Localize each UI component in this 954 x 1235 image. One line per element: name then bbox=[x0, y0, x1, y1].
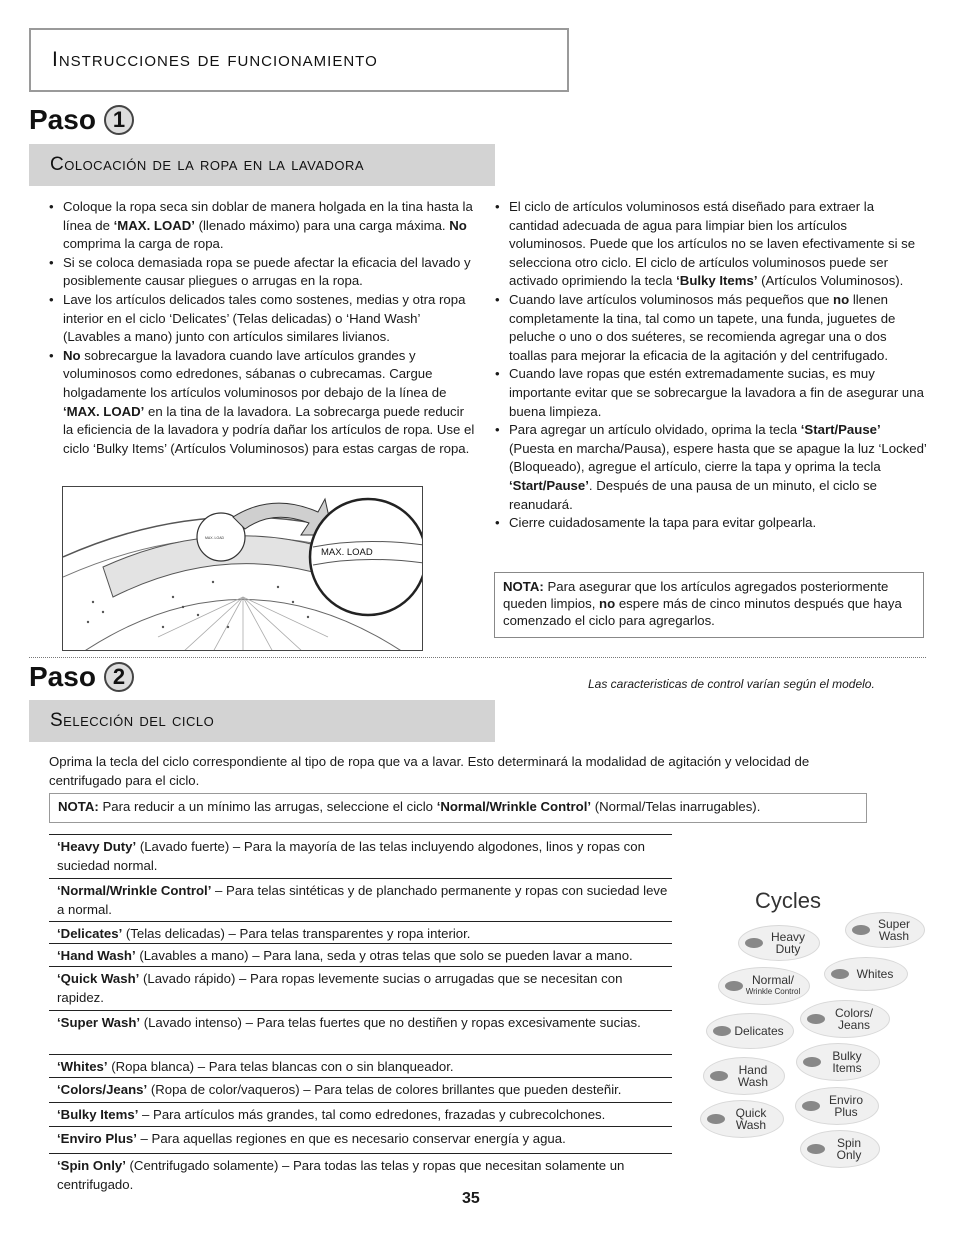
cycle-button-label-line: Hand bbox=[738, 1063, 768, 1077]
right-bullet bbox=[495, 421, 927, 514]
right-bullet-text: ‘Start/Pause’ bbox=[509, 477, 589, 493]
left-bullet-text: ‘MAX. LOAD’ bbox=[113, 217, 195, 233]
cycle-button-quick-wash[interactable] bbox=[700, 1100, 784, 1138]
cycle-description: (Ropa blanca) – Para telas blancas con o sin blanqueador. bbox=[107, 1059, 454, 1074]
cycles-panel-title: Cycles bbox=[755, 888, 822, 913]
right-bullet-text: (Artículos Voluminosos). bbox=[757, 273, 904, 289]
cycle-button-heavy-duty[interactable] bbox=[738, 925, 820, 961]
note-text-a: Para asegurar que los artículos agregados posteriormente queden limpios, bbox=[503, 579, 889, 611]
right-bullet-text: Cuando lave ropas que estén extremadamente sucias, es muy importante evitar que se sobrecargue la lavadora a fin de asegurar una buena limpieza. bbox=[509, 366, 924, 419]
cycle-row bbox=[49, 943, 672, 969]
indicator-light-icon bbox=[713, 1026, 731, 1036]
cycle-button-label-line: Wash bbox=[735, 1118, 767, 1132]
cycle-button-hand-wash[interactable] bbox=[703, 1057, 785, 1095]
step-2-heading bbox=[29, 661, 134, 693]
page-number: 35 bbox=[462, 1190, 480, 1207]
cycle-button-label-line: Spin bbox=[836, 1136, 862, 1150]
cycle-row bbox=[49, 1126, 672, 1152]
right-bullet-text: ‘Start/Pause’ bbox=[800, 422, 881, 438]
cycle-button-label bbox=[814, 1050, 861, 1074]
left-bullet-text: en la tina de la lavadora. La sobrecarga puede reducir la eficiencia de la lavadora y podría dañar los artículos de ropa. Use el ciclo ‘Bulky Items’ (Artículos Voluminosos) para estas cargas de ropa. bbox=[63, 403, 475, 456]
note2-text-b: (Normal/Telas inarrugables). bbox=[591, 799, 761, 814]
cycle-name: ‘Whites’ bbox=[57, 1059, 108, 1074]
right-bullet-text: Cuando lave artículos voluminosos más pequeños que bbox=[509, 291, 834, 307]
cycle-button-label-line: Heavy bbox=[770, 930, 805, 944]
cycle-button-label-line: Wash bbox=[878, 929, 910, 943]
max-load-label: MAX. LOAD bbox=[321, 547, 373, 558]
cycle-button-bulky[interactable] bbox=[796, 1043, 880, 1081]
note2-text-a: Para reducir a un mínimo las arrugas, seleccione el ciclo bbox=[98, 799, 437, 814]
indicator-light-icon bbox=[831, 969, 849, 979]
cycle-name: ‘Super Wash’ bbox=[57, 1015, 141, 1030]
cycle-button-label-line: Wrinkle Control bbox=[745, 987, 801, 996]
section-divider bbox=[29, 657, 926, 658]
left-bullet bbox=[49, 347, 476, 459]
right-bullet-text: El ciclo de artículos voluminosos está diseñado para extraer la cantidad adecuada de agua para limpiar bien los artículos voluminosos. Puede que los artículos no se laven efectivamente si se selecciona otro ciclo. El ciclo de artículos voluminosos puede ser activado oprimiendo la tecla bbox=[509, 199, 916, 289]
step-1-number: 1 bbox=[104, 105, 134, 135]
cycle-name: ‘Colors/Jeans’ bbox=[57, 1082, 148, 1097]
left-bullet-text: No bbox=[63, 347, 81, 363]
cycle-row bbox=[49, 834, 672, 878]
cycle-description: – Para telas sintéticas y de planchado permanente y ropas con suciedad leve a normal. bbox=[57, 883, 668, 917]
right-bullet bbox=[495, 514, 927, 533]
left-bullet-text: ‘MAX. LOAD’ bbox=[63, 403, 145, 419]
right-bullet-text: ‘Bulky Items’ bbox=[676, 273, 758, 289]
cycle-button-normal[interactable] bbox=[718, 967, 810, 1005]
right-bullet bbox=[495, 291, 927, 365]
cycle-description: (Ropa de color/vaqueros) – Para telas de colores brillantes que pueden desteñir. bbox=[147, 1082, 622, 1097]
max-load-small-label: MAX. LOAD bbox=[205, 536, 225, 540]
cycle-button-colors[interactable] bbox=[800, 1000, 890, 1038]
cycle-name: ‘Hand Wash’ bbox=[57, 948, 136, 963]
model-note: Las caracteristicas de control varían según el modelo. bbox=[588, 677, 875, 691]
cycle-intro: Oprima la tecla del ciclo correspondiente al tipo de ropa que va a lavar. Esto determinará la modalidad de agitación y velocidad de centrifugado para el ciclo. bbox=[49, 754, 810, 788]
cycle-description: (Telas delicadas) – Para telas transparentes y ropa interior. bbox=[122, 926, 471, 941]
left-bullet bbox=[49, 198, 476, 254]
cycle-row bbox=[49, 966, 672, 1010]
cycle-button-label-line: Quick bbox=[735, 1106, 767, 1120]
right-bullet-text: (Puesta en marcha/Pausa), espere hasta que se apague la luz ‘Locked’ (Bloqueado), agregue el artículo, cierre la tapa y oprima la tecla bbox=[509, 440, 927, 475]
cycle-row bbox=[49, 1010, 672, 1036]
indicator-light-icon bbox=[803, 1057, 821, 1067]
cycle-button-label-line: Bulky bbox=[832, 1049, 862, 1063]
left-bullet-text: Lave los artículos delicados tales como sostenes, medias y otra ropa interior en el ciclo ‘Delicates’ (Telas delicadas) o ‘Hand Wash’ (Lavables a mano) junto con artículos similares livianos. bbox=[63, 291, 466, 345]
right-bullet-text: . Después de una pausa de un minuto, el ciclo se reanudará. bbox=[509, 477, 878, 512]
indicator-light-icon bbox=[710, 1071, 728, 1081]
indicator-light-icon bbox=[707, 1114, 725, 1124]
left-bullet-list bbox=[49, 198, 476, 458]
cycle-button-spin[interactable] bbox=[800, 1130, 880, 1168]
cycle-button-delicates[interactable] bbox=[706, 1013, 794, 1049]
cycle-button-label-line: Enviro bbox=[828, 1093, 863, 1107]
left-bullet bbox=[49, 254, 476, 291]
cycle-name: ‘Heavy Duty’ bbox=[57, 839, 137, 854]
cycle-row bbox=[49, 878, 672, 922]
right-bullet-text: no bbox=[833, 291, 850, 307]
section-title-cycle: Selección del ciclo bbox=[29, 700, 495, 742]
cycle-button-label-line: Delicates bbox=[734, 1024, 784, 1038]
right-bullet-list bbox=[495, 198, 927, 533]
cycle-button-super-wash[interactable] bbox=[845, 912, 925, 948]
cycle-button-label bbox=[819, 1137, 862, 1161]
cycle-name: ‘Normal/Wrinkle Control’ bbox=[57, 883, 212, 898]
cycle-button-enviro[interactable] bbox=[795, 1087, 879, 1125]
note-box-wrinkles bbox=[49, 793, 867, 823]
cycle-row bbox=[49, 1153, 672, 1197]
cycle-name: ‘Delicates’ bbox=[57, 926, 123, 941]
indicator-light-icon bbox=[807, 1144, 825, 1154]
cycle-description: – Para aquellas regiones en que es necesario conservar energía y agua. bbox=[136, 1131, 566, 1146]
indicator-light-icon bbox=[852, 925, 870, 935]
indicator-light-icon bbox=[802, 1101, 820, 1111]
note2-bold: ‘Normal/Wrinkle Control’ bbox=[436, 799, 592, 814]
right-bullet-text: Para agregar un artículo olvidado, oprima la tecla bbox=[509, 422, 801, 438]
step-2-number: 2 bbox=[104, 662, 134, 692]
cycle-button-label-line: Super bbox=[877, 917, 911, 931]
step-1-heading bbox=[29, 104, 134, 136]
cycle-button-whites[interactable] bbox=[824, 957, 908, 991]
cycle-button-label-line: Normal/ bbox=[751, 973, 794, 987]
cycle-button-label-line: Plus bbox=[834, 1105, 858, 1119]
cycle-button-label-line: Items bbox=[832, 1061, 862, 1075]
indicator-light-icon bbox=[725, 981, 743, 991]
note2-label: NOTA: bbox=[58, 799, 99, 814]
right-bullet-text: Cierre cuidadosamente la tapa para evitar golpearla. bbox=[509, 515, 817, 531]
cycle-button-label-line: Whites bbox=[856, 967, 894, 981]
note-box-added-items bbox=[494, 572, 924, 638]
cycle-description: (Lavado intenso) – Para telas fuertes que no destiñen y ropas excesivamente sucias. bbox=[140, 1015, 641, 1030]
left-bullet-text: Si se coloca demasiada ropa se puede afectar la eficacia del lavado y posiblemente causar pliegues o arrugas en la ropa. bbox=[63, 254, 471, 289]
tub-drawing bbox=[63, 487, 423, 651]
right-bullet-text: llenen completamente la tina, tal como un tapete, una funda, juguetes de peluche o uno o dos suéteres, se recomienda agregar una o dos toallas para mejorar la eficacia de la agitación y del centrifugado. bbox=[509, 291, 896, 363]
cycle-button-label-line: Only bbox=[836, 1148, 862, 1162]
washer-tub-illustration bbox=[62, 486, 423, 651]
cycle-description: (Lavables a mano) – Para lana, seda y otras telas que solo se pueden lavar a mano. bbox=[135, 948, 633, 963]
cycle-name: ‘Spin Only’ bbox=[57, 1158, 126, 1173]
note-text-b: espere más de cinco minutos después que haya comenzado el ciclo para agregarlos. bbox=[503, 596, 902, 628]
cycle-name: ‘Enviro Plus’ bbox=[57, 1131, 137, 1146]
left-bullet-text: Coloque la ropa seca sin doblar de manera holgada en la tina hasta la línea de bbox=[63, 199, 473, 233]
cycle-row bbox=[49, 1054, 672, 1080]
right-bullet bbox=[495, 365, 927, 421]
cycle-row bbox=[49, 1102, 672, 1128]
section-title-loading: Colocación de la ropa en la lavadora bbox=[29, 144, 495, 186]
indicator-light-icon bbox=[745, 938, 763, 948]
cycle-description: – Para artículos más grandes, tal como edredones, frazadas y cubrecolchones. bbox=[138, 1107, 606, 1122]
left-bullet-text: No bbox=[449, 217, 467, 233]
cycle-row bbox=[49, 1077, 672, 1103]
cycle-button-label bbox=[817, 1007, 873, 1031]
left-bullet bbox=[49, 291, 476, 347]
cycle-button-label-line: Colors/ bbox=[834, 1006, 873, 1020]
cycle-description: (Lavado rápido) – Para ropas levemente sucias o arrugadas que se necesitan con rapidez. bbox=[57, 971, 623, 1005]
step-1-label: Paso bbox=[29, 104, 96, 135]
cycle-description: (Lavado fuerte) – Para la mayoría de las telas incluyendo algodones, linos y ropas con suciedad normal. bbox=[57, 839, 645, 873]
cycle-name: ‘Bulky Items’ bbox=[57, 1107, 139, 1122]
cycle-button-label-line: Duty bbox=[775, 942, 801, 956]
page-title: Instrucciones de funcionamiento bbox=[52, 48, 378, 71]
indicator-light-icon bbox=[807, 1014, 825, 1024]
cycle-description: (Centrifugado solamente) – Para todas las telas y ropas que necesitan solamente un centrifugado. bbox=[57, 1158, 625, 1192]
left-bullet-text: (llenado máximo) para una carga máxima. bbox=[194, 217, 450, 233]
left-bullet-text: comprima la carga de ropa. bbox=[63, 236, 224, 252]
note-bold: no bbox=[599, 596, 616, 611]
right-bullet bbox=[495, 198, 927, 291]
left-bullet-text: sobrecargue la lavadora cuando lave artículos grandes y voluminosos como edredones, sábanas o cubrecamas. Cargue holgadamente los artículos voluminosos por debajo de la línea de bbox=[63, 347, 447, 400]
step-2-label: Paso bbox=[29, 661, 96, 692]
cycle-button-label-line: Jeans bbox=[837, 1018, 870, 1032]
cycle-button-label-line: Wash bbox=[737, 1075, 769, 1089]
cycle-name: ‘Quick Wash’ bbox=[57, 971, 140, 986]
note-label: NOTA: bbox=[503, 579, 544, 594]
